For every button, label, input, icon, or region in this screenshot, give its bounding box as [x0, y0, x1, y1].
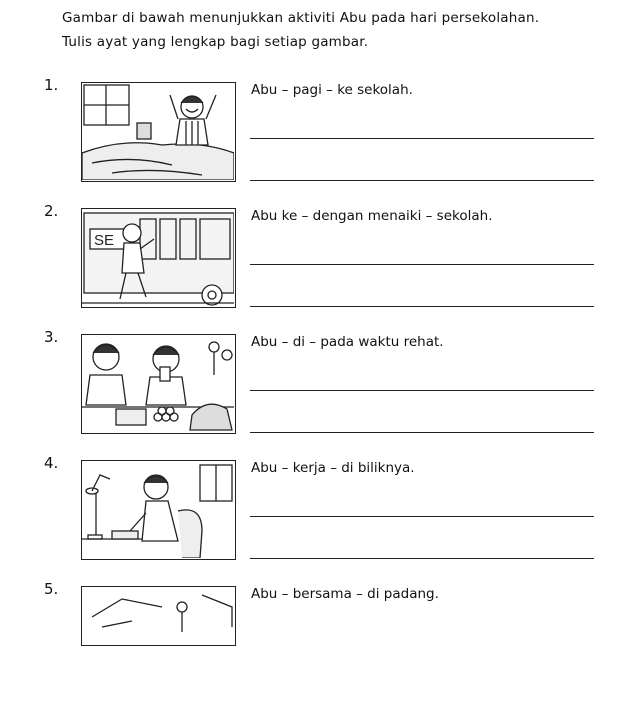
answer-line[interactable] [250, 558, 594, 559]
boys-eating-at-recess-image [81, 334, 236, 434]
sentence-prompt: Abu ke – dengan menaiki – sekolah. [251, 208, 493, 224]
item-number: 1. [44, 76, 59, 94]
boy-doing-homework-image [81, 460, 236, 560]
exercise-item-1 [0, 76, 638, 202]
instruction-line-2: Tulis ayat yang lengkap bagi setiap gambar. [62, 34, 369, 50]
sentence-prompt: Abu – pagi – ke sekolah. [251, 82, 413, 98]
boys-playing-on-field-image [81, 586, 236, 646]
item-number: 4. [44, 454, 59, 472]
instruction-line-1: Gambar di bawah menunjukkan aktiviti Abu pada hari persekolahan. [62, 10, 540, 26]
exercise-item-3 [0, 328, 638, 454]
answer-line[interactable] [250, 138, 594, 139]
boy-boarding-school-bus-image [81, 208, 236, 308]
bus-sign-text: SE [94, 232, 115, 249]
answer-line[interactable] [250, 180, 594, 181]
item-number: 3. [44, 328, 59, 346]
sentence-prompt: Abu – di – pada waktu rehat. [251, 334, 444, 350]
answer-line[interactable] [250, 516, 594, 517]
item-number: 2. [44, 202, 59, 220]
exercise-item-5 [0, 580, 638, 706]
sentence-prompt: Abu – bersama – di padang. [251, 586, 439, 602]
instructions [62, 6, 539, 54]
boy-waking-up-in-bed-image [81, 82, 236, 182]
answer-line[interactable] [250, 390, 594, 391]
exercise-item-2 [0, 202, 638, 328]
answer-line[interactable] [250, 306, 594, 307]
sentence-prompt: Abu – kerja – di biliknya. [251, 460, 415, 476]
item-number: 5. [44, 580, 59, 598]
answer-line[interactable] [250, 432, 594, 433]
answer-line[interactable] [250, 264, 594, 265]
exercise-item-4 [0, 454, 638, 580]
